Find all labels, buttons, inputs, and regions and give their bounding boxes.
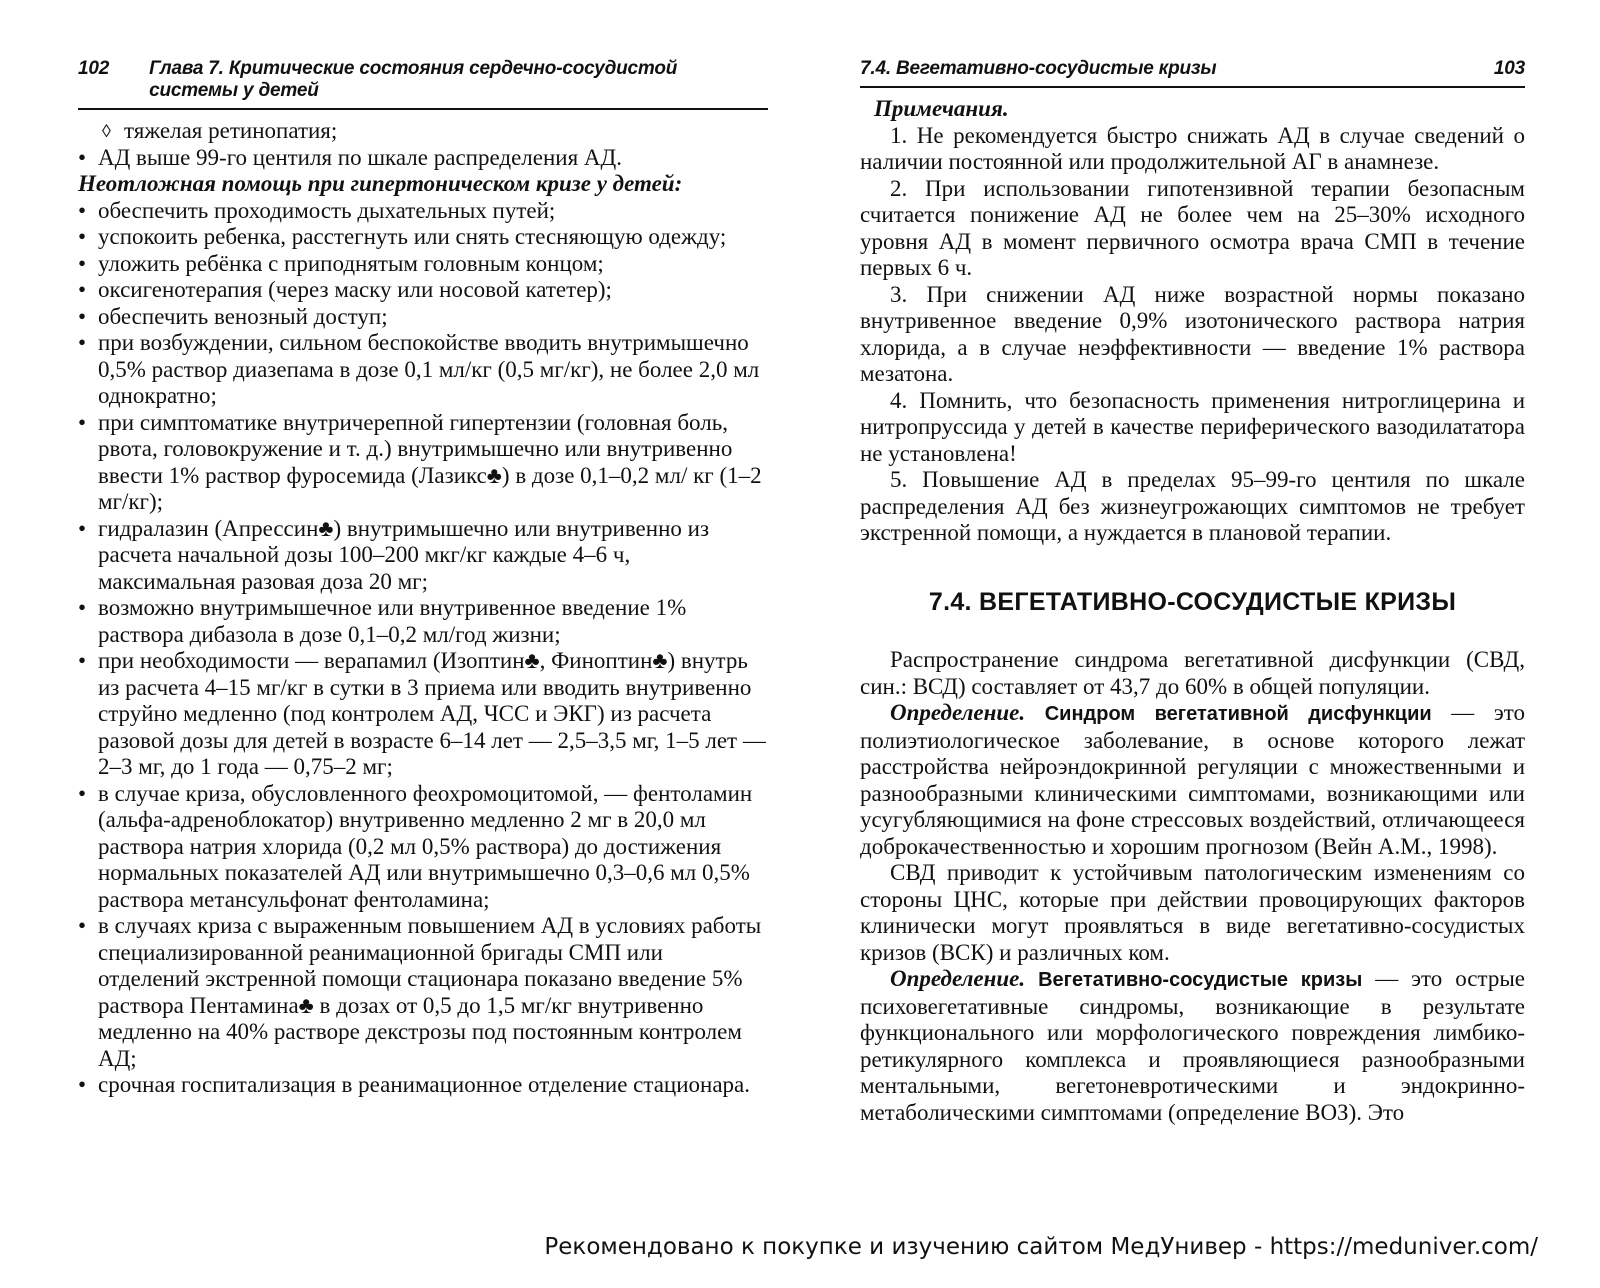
- section-title: 7.4. ВЕГЕТАТИВНО-СОСУДИСТЫЕ КРИЗЫ: [928, 587, 1457, 616]
- definition-paragraph: [860, 966, 1525, 1126]
- list-item: • возможно внутримышечное или внутривенное введение 1% раствора дибазола в дозе 0,1–0,2 мл/год жизни;: [78, 595, 768, 648]
- list-item: ◊ тяжелая ретинопатия;: [78, 118, 768, 145]
- definition-term: Синдром вегетативной дисфункции: [1044, 703, 1432, 725]
- right-running-head: [860, 58, 1525, 88]
- left-page: [78, 58, 768, 1218]
- left-running-head: [78, 58, 768, 110]
- list-item: • успокоить ребенка, расстегнуть или снять стесняющую одежду;: [78, 224, 768, 251]
- notes-title: Примечания.: [874, 96, 1009, 121]
- definition-label: Определение.: [890, 966, 1026, 991]
- list-item: • АД выше 99-го центиля по шкале распределения АД.: [78, 145, 768, 172]
- right-page-number: 103: [1493, 58, 1525, 79]
- list-item: • гидралазин (Апрессин♣) внутримышечно или внутривенно из расчета начальной дозы 100–200 мкг/кг каждые 4–6 ч, максимальная разовая доза 20 мг;: [78, 516, 768, 596]
- list-item: • оксигенотерапия (через маску или носовой катетер);: [78, 277, 768, 304]
- definition-label: Определение.: [890, 700, 1026, 725]
- list-item: • обеспечить венозный доступ;: [78, 304, 768, 331]
- left-page-number: 102: [78, 58, 110, 79]
- note-item: 2. При использовании гипотензивной терапии безопасным считается понижение АД не более чем на 25–30% исходного уровня АД в момент первичного осмотра врача СМП в течение первых 6 ч.: [860, 175, 1525, 280]
- list-item: • уложить ребёнка с приподнятым головным концом;: [78, 251, 768, 278]
- list-item: • в случае криза, обусловленного феохромоцитомой, — фентоламин (альфа-адреноблокатор) внутривенно медленно 2 мг в 20,0 мл раствора натрия хлорида (0,2 мл 0,5% раствора) до достижения нормальных показателей АД или внутримышечно 0,3–0,6 мл 0,5% раствора метансульфонат фентоламина;: [78, 781, 768, 914]
- list-item: • срочная госпитализация в реанимационное отделение стационара.: [78, 1072, 768, 1099]
- list-item: • при симптоматике внутричерепной гипертензии (головная боль, рвота, головокружение и т. д.) внутримышечно или внутривенно ввести 1% раствор фуросемида (Лазикс♣) в дозе 0,1–0,2 мл/ кг (1–2 мг/кг);: [78, 410, 768, 516]
- list-item: • при необходимости — верапамил (Изоптин♣, Финоптин♣) внутрь из расчета 4–15 мг/кг в сутки в 3 приема или вводить внутривенно струйно медленно (под контролем АД, ЧСС и ЭКГ) из расчета разовой дозы для детей в возрасте 6–14 лет — 2,5–3,5 мг, 1–5 лет — 2–3 мг, до 1 года — 0,75–2 мг;: [78, 648, 768, 781]
- list-item: • при возбуждении, сильном беспокойстве вводить внутримышечно 0,5% раствор диазепама в дозе 0,1 мл/кг (0,5 мг/кг), не более 2,0 мл однократно;: [78, 330, 768, 410]
- definition-text: — это острые психовегетативные синдромы, возникающие в результате функционального или морфологического повреждения лимбико-ретикулярного комплекса и проявляющиеся разнообразными ментальными, вегетоневротическими и эндокринно-метаболическими симптомами (определение ВОЗ). Это: [860, 966, 1525, 1125]
- right-page-body: [860, 96, 1525, 1126]
- definition-term: Вегетативно-сосудистые кризы: [1038, 969, 1363, 991]
- right-running-title: 7.4. Вегетативно-сосудистые кризы: [860, 58, 1217, 79]
- definition-text: — это полиэтиологическое заболевание, в основе которого лежат расстройства нейроэндокринной регуляции с множественными и разнообразными клиническими симптомами, возникающими или усугубляющимися на фоне стрессовых воздействий, отличающееся доброкачественностью и хорошим прогнозом (Вейн А.М., 1998).: [860, 700, 1525, 859]
- left-running-title: Глава 7. Критические состояния сердечно-сосудистой системы у детей: [149, 58, 678, 101]
- note-item: 3. При снижении АД ниже возрастной нормы показано внутривенное введение 0,9% изотонического раствора натрия хлорида, а в случае неэффективности — введение 1% раствора мезатона.: [860, 281, 1525, 386]
- right-page: [860, 58, 1525, 1218]
- left-page-body: [78, 118, 768, 1099]
- definition-paragraph: [860, 700, 1525, 860]
- list-item: • в случаях криза с выраженным повышением АД в условиях работы специализированной реанимационной бригады СМП или отделений экстренной помощи стационара показано введение 5% раствора Пентамина♣ в дозах от 0,5 до 1,5 мг/кг внутривенно медленно на 40% растворе декстрозы под постоянным контролем АД;: [78, 913, 768, 1072]
- emergency-list: [78, 198, 768, 1099]
- note-item: 4. Помнить, что безопасность применения нитроглицерина и нитропруссида у детей в качестве периферического вазодилататора не установлена!: [860, 387, 1525, 466]
- svd-paragraph: СВД приводит к устойчивым патологическим изменениям со стороны ЦНС, которые при действии провоцирующих факторов клинически могут проявляться в виде вегетативно-сосудистых кризов (ВСК) и различных ком.: [860, 860, 1525, 965]
- note-item: 1. Не рекомендуется быстро снижать АД в случае сведений о наличии постоянной или продолжительной АГ в анамнезе.: [860, 122, 1525, 174]
- footer-watermark: Рекомендовано к покупке и изучению сайтом МедУнивер - https://meduniver.com/: [544, 1234, 1538, 1260]
- note-item: 5. Повышение АД в пределах 95–99-го центиля по шкале распределения АД без жизнеугрожающих симптомов не требует экстренной помощи, а нуждается в плановой терапии.: [860, 467, 1525, 545]
- emergency-heading: Неотложная помощь при гипертоническом кризе у детей:: [78, 171, 683, 196]
- top-criteria-list: [78, 118, 768, 171]
- list-item: • обеспечить проходимость дыхательных путей;: [78, 198, 768, 225]
- intro-paragraph: Распространение синдрома вегетативной дисфункции (СВД, син.: ВСД) составляет от 43,7 до 60% в общей популяции.: [860, 647, 1525, 699]
